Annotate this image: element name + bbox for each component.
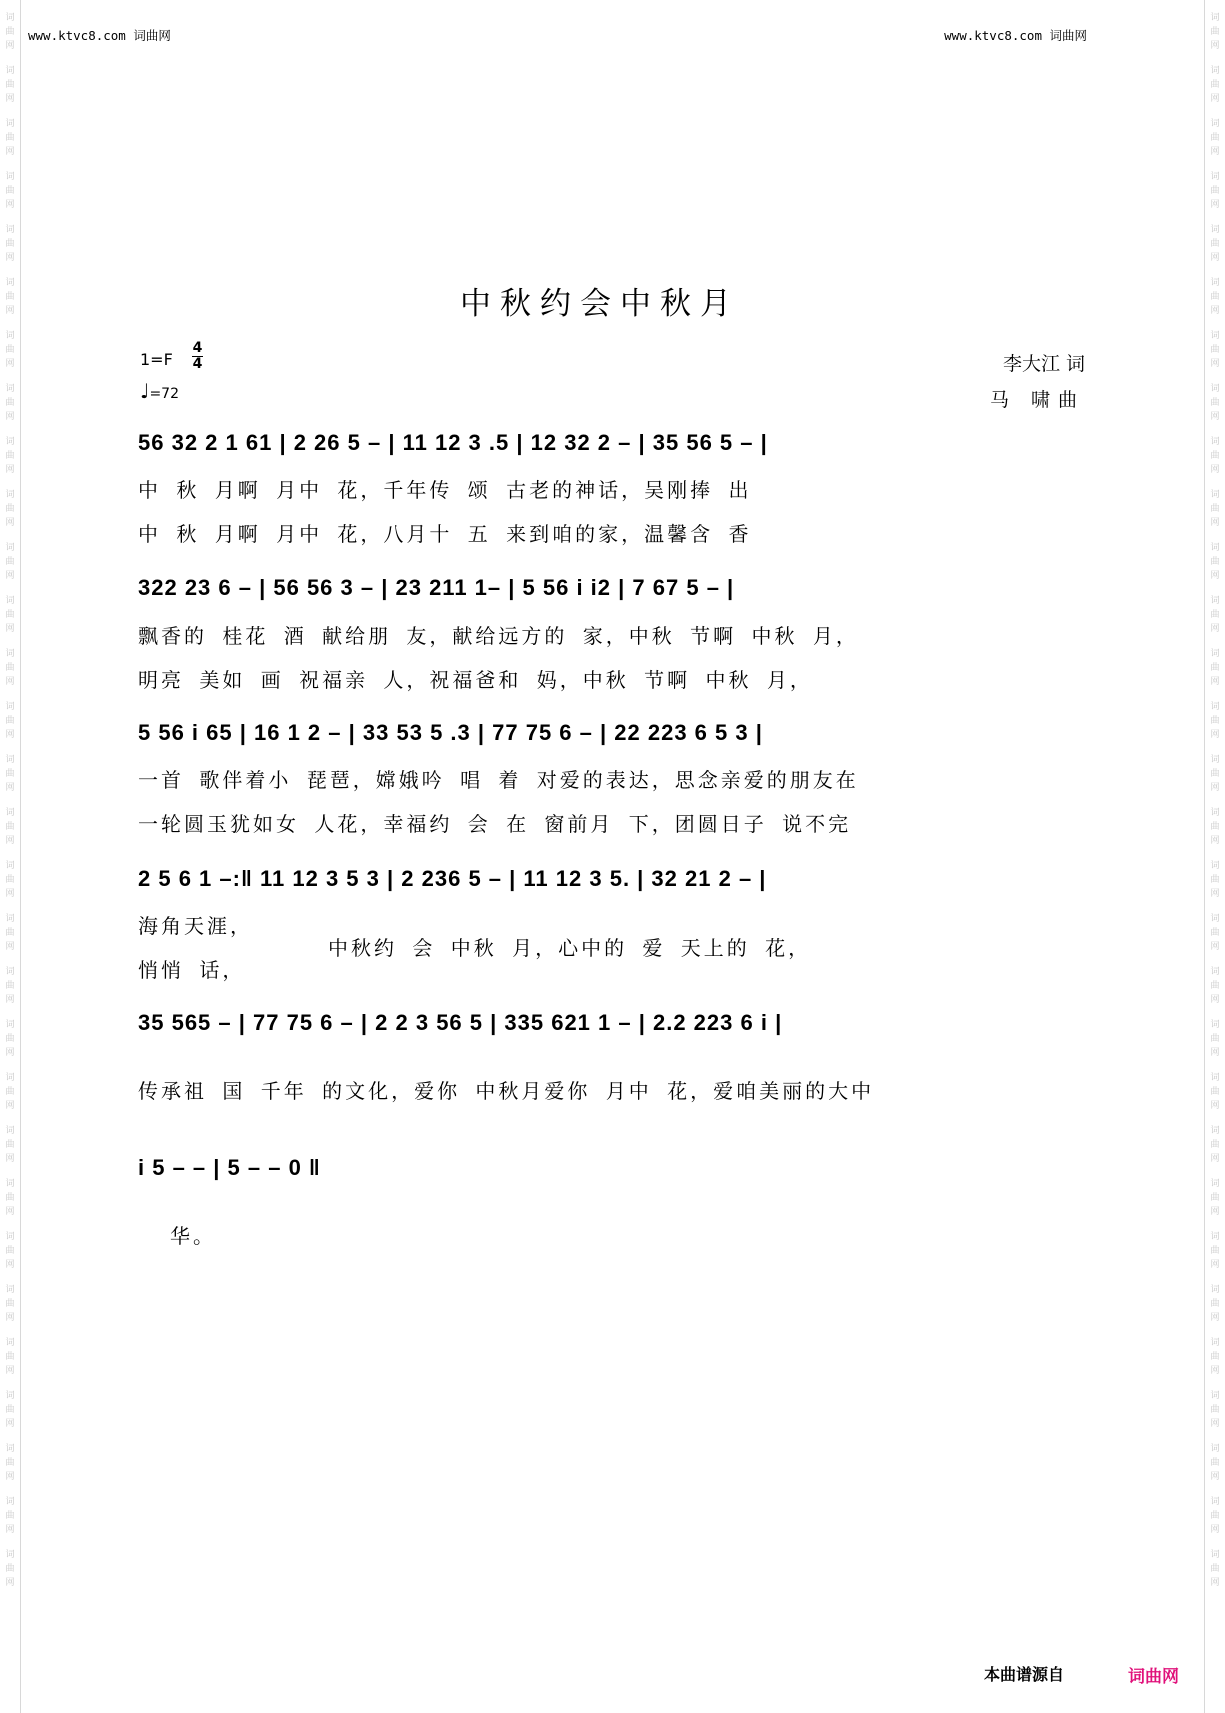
song-title: 中秋约会中秋月 <box>460 286 740 322</box>
side-watermark: 词曲网 <box>5 1338 15 1376</box>
side-watermark: 词曲网 <box>5 1073 15 1111</box>
side-watermark: 词曲网 <box>5 1497 15 1535</box>
side-watermark: 词曲网 <box>1210 172 1220 210</box>
lyricist-credit: 李大江 词 <box>1002 353 1085 375</box>
side-watermark: 词曲网 <box>1210 331 1220 369</box>
side-watermark: 词曲网 <box>5 331 15 369</box>
side-watermark: 词曲网 <box>5 13 15 51</box>
side-watermark: 词曲网 <box>1210 13 1220 51</box>
lyric-line-5: 传承祖 国 千年 的文化，爱你 中秋月爱你 月中 花，爱咱美丽的大中 <box>138 1079 875 1103</box>
notation-line-2: 322 23 6 – | 56 56 3 – | 23 211 1– | 5 56 i i2 | 7 67 5 – | <box>138 575 735 600</box>
side-watermark: 词曲网 <box>5 1232 15 1270</box>
side-watermark: 词曲网 <box>5 914 15 952</box>
side-watermark: 词曲网 <box>1210 1338 1220 1376</box>
right-watermark-strip <box>1204 0 1225 1713</box>
side-watermark: 词曲网 <box>1210 543 1220 581</box>
composer-credit: 马 啸曲 <box>989 389 1085 411</box>
side-watermark: 词曲网 <box>5 649 15 687</box>
side-watermark: 词曲网 <box>5 437 15 475</box>
side-watermark: 词曲网 <box>5 172 15 210</box>
side-watermark: 词曲网 <box>5 755 15 793</box>
key-signature: 1=F <box>140 350 173 369</box>
lyric-line-4-chorus: 中秋约 会 中秋 月，心中的 爱 天上的 花， <box>328 936 812 960</box>
side-watermark: 词曲网 <box>5 596 15 634</box>
lyric-line-4-verse-1: 海角天涯， <box>138 914 253 938</box>
side-watermark: 词曲网 <box>5 66 15 104</box>
side-watermark: 词曲网 <box>5 1444 15 1482</box>
side-watermark: 词曲网 <box>1210 225 1220 263</box>
side-watermark: 词曲网 <box>5 702 15 740</box>
time-sig-top: 4 <box>192 340 203 356</box>
side-watermark: 词曲网 <box>1210 490 1220 528</box>
time-signature <box>192 341 203 372</box>
notation-line-1: 56 32 2 1 61 | 2 26 5 – | 11 12 3 .5 | 12 32 2 – | 35 56 5 – | <box>138 430 768 455</box>
tempo-value: =72 <box>149 386 179 402</box>
side-watermark: 词曲网 <box>1210 66 1220 104</box>
left-watermark-strip <box>0 0 21 1713</box>
site-url-right[interactable]: www.ktvc8.com 词曲网 <box>944 28 1087 43</box>
side-watermark: 词曲网 <box>1210 1126 1220 1164</box>
side-watermark: 词曲网 <box>5 119 15 157</box>
quarter-note-icon: ♩ <box>140 379 150 403</box>
side-watermark: 词曲网 <box>1210 1444 1220 1482</box>
side-watermark: 词曲网 <box>5 1391 15 1429</box>
side-watermark: 词曲网 <box>5 490 15 528</box>
side-watermark: 词曲网 <box>5 1179 15 1217</box>
side-watermark: 词曲网 <box>1210 702 1220 740</box>
side-watermark: 词曲网 <box>5 225 15 263</box>
notation-line-5: 35 565 – | 77 75 6 – | 2 2 3 56 5 | 335 621 1 – | 2.2 223 6 i | <box>138 1010 783 1035</box>
side-watermark: 词曲网 <box>5 543 15 581</box>
side-watermark: 词曲网 <box>5 861 15 899</box>
side-watermark: 词曲网 <box>1210 649 1220 687</box>
side-watermark: 词曲网 <box>5 1550 15 1588</box>
side-watermark: 词曲网 <box>5 967 15 1005</box>
notation-line-4: 2 5 6 1 –:‖ 11 12 3 5 3 | 2 236 5 – | 11 12 3 5. | 32 21 2 – | <box>138 866 767 891</box>
side-watermark: 词曲网 <box>1210 1391 1220 1429</box>
side-watermark: 词曲网 <box>1210 384 1220 422</box>
time-sig-bottom: 4 <box>192 356 203 372</box>
lyric-line-2-verse-1: 飘香的 桂花 酒 献给朋 友，献给远方的 家，中秋 节啊 中秋 月， <box>138 624 859 648</box>
lyric-line-1-verse-1: 中 秋 月啊 月中 花，千年传 颂 古老的神话，吴刚捧 出 <box>138 478 752 502</box>
brand-logo-text[interactable]: 词曲网 <box>1128 1667 1179 1687</box>
side-watermark: 词曲网 <box>5 1020 15 1058</box>
side-watermark: 词曲网 <box>5 278 15 316</box>
side-watermark: 词曲网 <box>1210 278 1220 316</box>
lyric-line-1-verse-2: 中 秋 月啊 月中 花，八月十 五 来到咱的家，温馨含 香 <box>138 522 752 546</box>
lyric-line-3-verse-2: 一轮圆玉犹如女 人花，幸福约 会 在 窗前月 下，团圆日子 说不完 <box>138 812 852 836</box>
notation-line-3: 5 56 i 65 | 16 1 2 – | 33 53 5 .3 | 77 75 6 – | 22 223 6 5 3 | <box>138 720 763 745</box>
side-watermark: 词曲网 <box>1210 119 1220 157</box>
lyric-line-4-verse-2: 悄悄 话， <box>138 958 246 982</box>
side-watermark: 词曲网 <box>1210 861 1220 899</box>
notation-line-6: i 5 – – | 5 – – 0 ‖ <box>138 1155 321 1180</box>
side-watermark: 词曲网 <box>1210 967 1220 1005</box>
tempo-marking <box>140 379 179 403</box>
lyric-line-3-verse-1: 一首 歌伴着小 琵琶，嫦娥吟 唱 着 对爱的表达，思念亲爱的朋友在 <box>138 768 859 792</box>
side-watermark: 词曲网 <box>5 808 15 846</box>
side-watermark: 词曲网 <box>1210 914 1220 952</box>
side-watermark: 词曲网 <box>1210 1232 1220 1270</box>
lyric-line-2-verse-2: 明亮 美如 画 祝福亲 人，祝福爸和 妈，中秋 节啊 中秋 月， <box>138 668 813 692</box>
side-watermark: 词曲网 <box>5 1126 15 1164</box>
site-url-left[interactable]: www.ktvc8.com 词曲网 <box>28 28 171 43</box>
side-watermark: 词曲网 <box>1210 437 1220 475</box>
side-watermark: 词曲网 <box>1210 1179 1220 1217</box>
side-watermark: 词曲网 <box>1210 755 1220 793</box>
side-watermark: 词曲网 <box>5 1285 15 1323</box>
side-watermark: 词曲网 <box>1210 1073 1220 1111</box>
side-watermark: 词曲网 <box>1210 1020 1220 1058</box>
lyric-line-6: 华。 <box>170 1224 216 1248</box>
side-watermark: 词曲网 <box>1210 808 1220 846</box>
side-watermark: 词曲网 <box>1210 596 1220 634</box>
side-watermark: 词曲网 <box>1210 1497 1220 1535</box>
side-watermark: 词曲网 <box>1210 1550 1220 1588</box>
source-label: 本曲谱源自 <box>984 1665 1065 1684</box>
side-watermark: 词曲网 <box>5 384 15 422</box>
side-watermark: 词曲网 <box>1210 1285 1220 1323</box>
